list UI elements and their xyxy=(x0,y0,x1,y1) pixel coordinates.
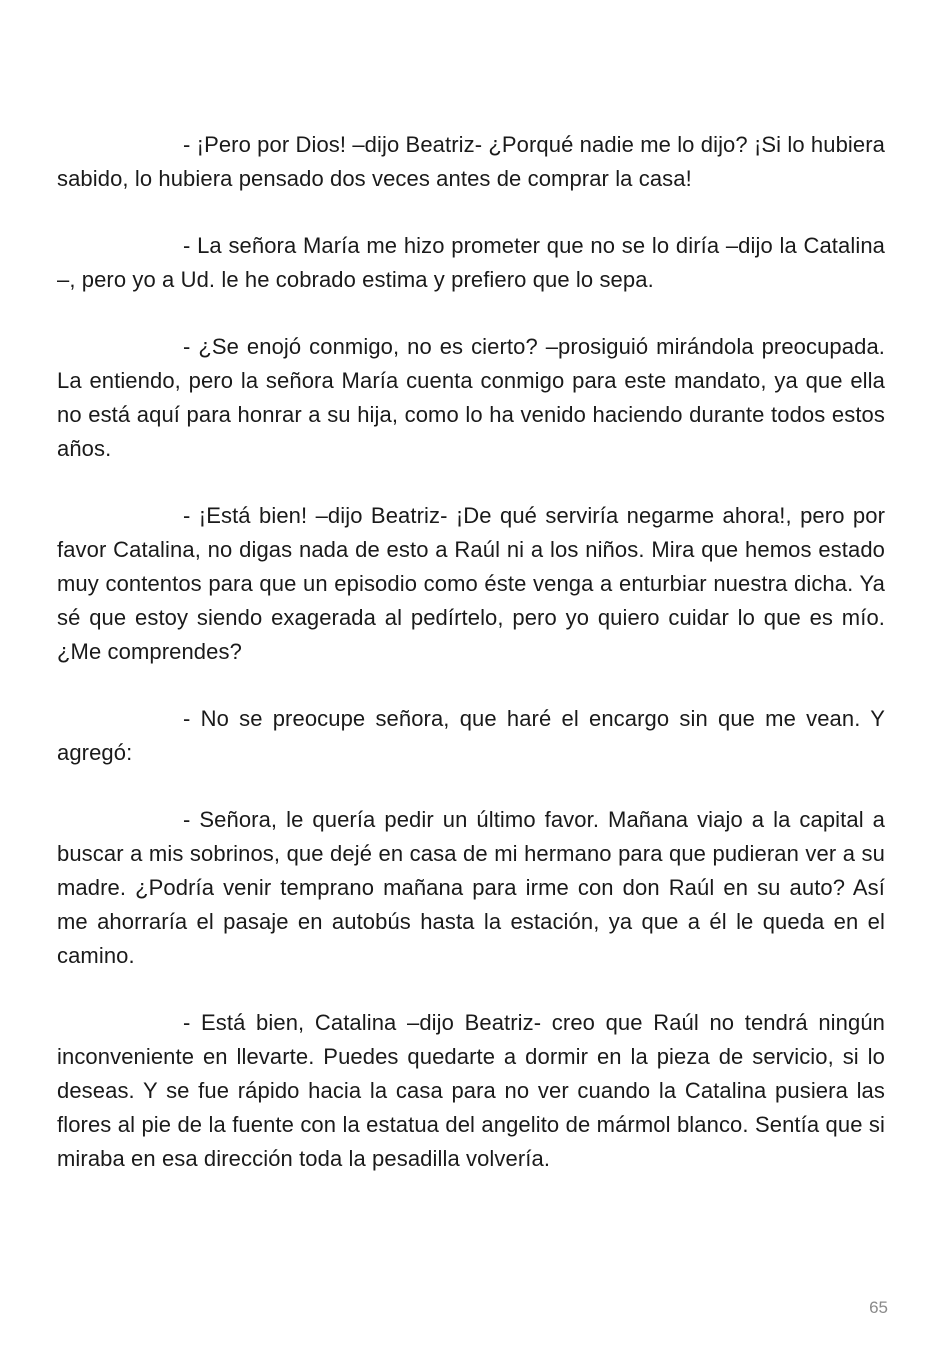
paragraph-4: - ¡Está bien! –dijo Beatriz- ¡De qué serviría negarme ahora!, pero por favor Catalina, no digas nada de esto a Raúl ni a los niños. Mira que hemos estado muy contentos para que un episodio como éste venga a enturbiar nuestra dicha. Ya sé que estoy siendo exagerada al pedírtelo, pero yo quiero cuidar lo que es mío. ¿Me comprendes? xyxy=(57,503,885,664)
paragraph-7: - Está bien, Catalina –dijo Beatriz- creo que Raúl no tendrá ningún inconveniente en llevarte. Puedes quedarte a dormir en la pieza de servicio, si lo deseas. Y se fue rápido hacia la casa para no ver cuando la Catalina pusiera las flores al pie de la fuente con la estatua del angelito de mármol blanco. Sentía que si miraba en esa dirección toda la pesadilla volvería. xyxy=(57,1010,885,1171)
paragraph-5: - No se preocupe señora, que haré el encargo sin que me vean. Y agregó: xyxy=(57,706,885,765)
paragraph-3: - ¿Se enojó conmigo, no es cierto? –prosiguió mirándola preocupada. La entiendo, pero la señora María cuenta conmigo para este mandato, ya que ella no está aquí para honrar a su hija, como lo ha venido haciendo durante todos estos años. xyxy=(57,334,885,461)
paragraph-6: - Señora, le quería pedir un último favor. Mañana viajo a la capital a buscar a mis sobrinos, que dejé en casa de mi hermano para que pudieran ver a su madre. ¿Podría venir temprano mañana para irme con don Raúl en su auto? Así me ahorraría el pasaje en autobús hasta la estación, ya que a él le queda en el camino. xyxy=(57,807,885,968)
paragraph-1: - ¡Pero por Dios! –dijo Beatriz- ¿Porqué nadie me lo dijo? ¡Si lo hubiera sabido, lo hubiera pensado dos veces antes de comprar la casa! xyxy=(57,132,885,191)
paragraph-2: - La señora María me hizo prometer que no se lo diría –dijo la Catalina –, pero yo a Ud. le he cobrado estima y prefiero que lo sepa. xyxy=(57,233,885,292)
page-body xyxy=(57,128,885,1209)
page-number: 65 xyxy=(869,1298,888,1317)
